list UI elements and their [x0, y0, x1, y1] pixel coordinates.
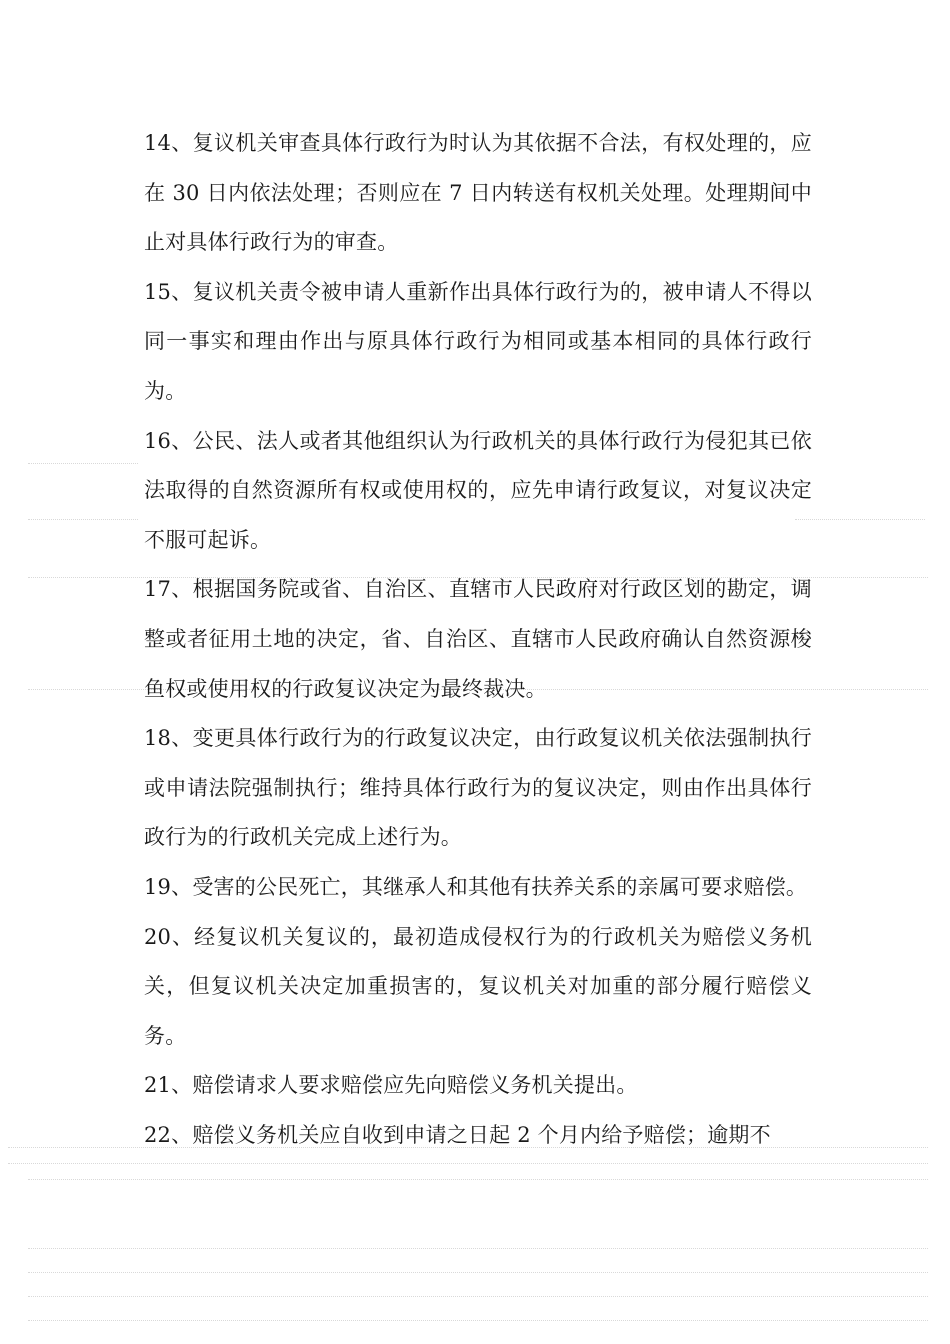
paragraph-14: 14、复议机关审查具体行政行为时认为其依据不合法，有权处理的，应在 30 日内依法处理；否则应在 7 日内转送有权机关处理。处理期间中止对具体行政行为的审查。: [144, 131, 812, 255]
dotted-line: [28, 519, 138, 520]
document-body: [144, 119, 812, 1160]
paragraph-17: 17、根据国务院或省、自治区、直辖市人民政府对行政区划的勘定，调整或者征用土地的决定，省、自治区、直辖市人民政府确认自然资源梭鱼权或使用权的行政复议决定为最终裁决。: [144, 577, 812, 701]
paragraph-16: 16、公民、法人或者其他组织认为行政机关的具体行政行为侵犯其已依法取得的自然资源所有权或使用权的，应先申请行政复议，对复议决定不服可起诉。: [144, 428, 812, 552]
dotted-line: [795, 519, 925, 520]
dotted-line: [28, 1179, 928, 1180]
dotted-line: [28, 1248, 928, 1249]
dotted-line: [8, 1163, 928, 1164]
dotted-line: [28, 1272, 928, 1273]
dotted-line: [28, 1296, 928, 1297]
paragraph-15: 15、复议机关责令被申请人重新作出具体行政行为的，被申请人不得以同一事实和理由作出与原具体行政行为相同或基本相同的具体行政行为。: [144, 279, 812, 403]
paragraph-18: 18、变更具体行政行为的行政复议决定，由行政复议机关依法强制执行或申请法院强制执行；维持具体行政行为的复议决定，则由作出具体行政行为的行政机关完成上述行为。: [144, 726, 812, 850]
paragraph-20: 20、经复议机关复议的，最初造成侵权行为的行政机关为赔偿义务机关，但复议机关决定加重损害的，复议机关对加重的部分履行赔偿义务。: [144, 924, 812, 1048]
paragraph-21: 21、赔偿请求人要求赔偿应先向赔偿义务机关提出。: [144, 1073, 638, 1098]
paragraph-19: 19、受害的公民死亡，其继承人和其他有扶养关系的亲属可要求赔偿。: [144, 874, 808, 899]
dotted-line: [28, 463, 138, 464]
paragraph-22: 22、赔偿义务机关应自收到申请之日起 2 个月内给予赔偿；逾期不: [144, 1122, 771, 1147]
dotted-line: [28, 1320, 928, 1321]
